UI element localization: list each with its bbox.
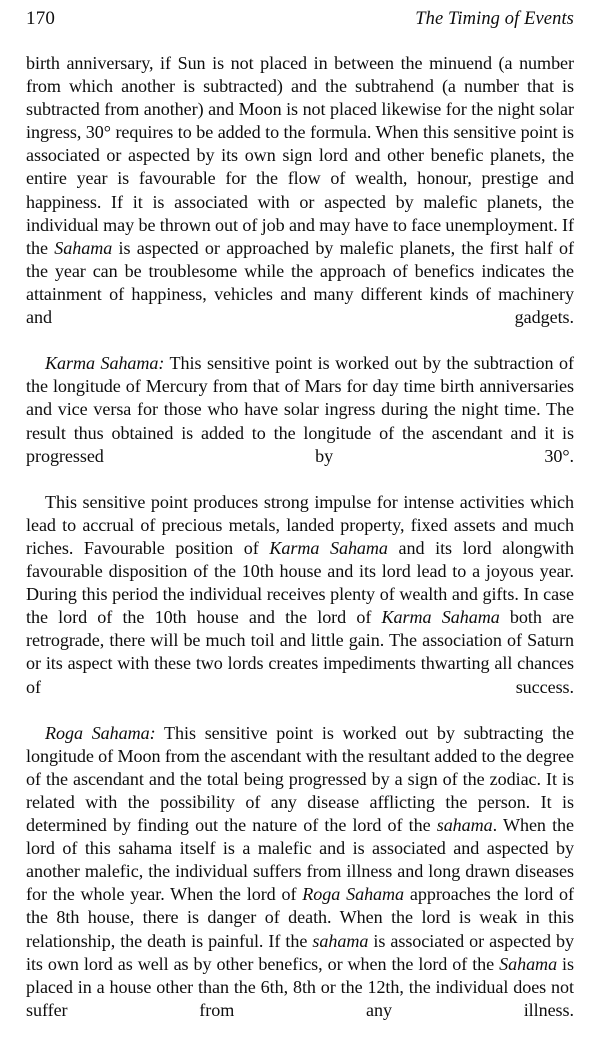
italic-term: sahama xyxy=(312,930,369,951)
text-run: is associated or aspected by its own lord as well as by other benefics, or when the lord of the xyxy=(26,930,574,974)
italic-term: Karma Sahama xyxy=(381,607,500,628)
italic-term: Sahama xyxy=(499,953,558,974)
text-run: approaches the lord of the 8th house, there is danger of death. When the lord is weak in this relationship, the death is painful. If the xyxy=(26,884,574,951)
para-sahama-continued xyxy=(26,52,574,352)
text-run: and its lord alongwith favourable disposition of the 10th house and its lord lead to a joyous year. During this period the individual receives plenty of wealth and gifts. In case the lord of the 10th house and the lord of xyxy=(26,537,574,628)
italic-term: Roga Sahama: xyxy=(45,722,156,743)
text-run: is aspected or approached by malefic planets, the first half of the year can be troublesome while the approach of benefics indicates the attainment of happiness, vehicles and many different kinds of machinery and gadgets. xyxy=(26,237,574,328)
body-text xyxy=(26,52,574,1045)
text-run: birth anniversary, if Sun is not placed in between the minuend (a number from which another is subtracted) and the subtrahend (a number that is subtracted from another) and Moon is not placed likewise for the night solar ingress, 30° requires to be added to the formula. When this sensitive point is associated or aspected by its own sign lord and other benefic planets, the entire year is favourable for the flow of wealth, honour, prestige and happiness. If it is associated with or aspected by malefic planets, the individual may be thrown out of job and may have to face unemployment. If the xyxy=(26,53,574,258)
para-roga-sahama xyxy=(26,722,574,1045)
para-karma-sahama-effects xyxy=(26,491,574,722)
text-run: This sensitive point is worked out by subtracting the longitude of Moon from the ascendant with the resultant added to the degree of the ascendant and the total being progressed by a sign of the zodiac. It is related with the possibility of any disease afflicting the person. It is determined by finding out the nature of the lord of the xyxy=(26,722,574,836)
italic-term: Roga Sahama xyxy=(302,884,405,905)
text-run: is placed in a house other than the 6th, 8th or the 12th, the individual does not suffer from any illness. xyxy=(26,953,574,1020)
running-head xyxy=(26,8,574,34)
italic-term: Karma Sahama xyxy=(269,537,388,558)
running-head-title: The Timing of Events xyxy=(415,9,574,29)
text-run: This sensitive point is worked out by the subtraction of the longitude of Mercury from that of Mars for day time birth anniversaries and vice versa for those who have solar ingress during the night time. The result thus obtained is added to the longitude of the ascendant and it is progressed by 30°. xyxy=(26,353,574,466)
italic-term: Sahama xyxy=(54,237,113,258)
text-run: This sensitive point produces strong impulse for intense activities which lead to accrual of precious metals, landed property, fixed assets and much riches. Favourable position of xyxy=(26,491,574,558)
para-karma-sahama-definition xyxy=(26,352,574,491)
italic-term: sahama xyxy=(436,815,493,836)
page-number: 170 xyxy=(26,8,56,29)
italic-term: Karma Sahama: xyxy=(45,353,165,374)
text-run: both are retrograde, there will be much toil and little gain. The association of Saturn or its aspect with these two lords creates impediments thwarting all chances of success. xyxy=(26,607,574,697)
text-run: . When the lord of this sahama itself is a malefic and is associated and aspected by another malefic, the individual suffers from illness and long drawn diseases for the whole year. When the lord of xyxy=(26,815,574,905)
